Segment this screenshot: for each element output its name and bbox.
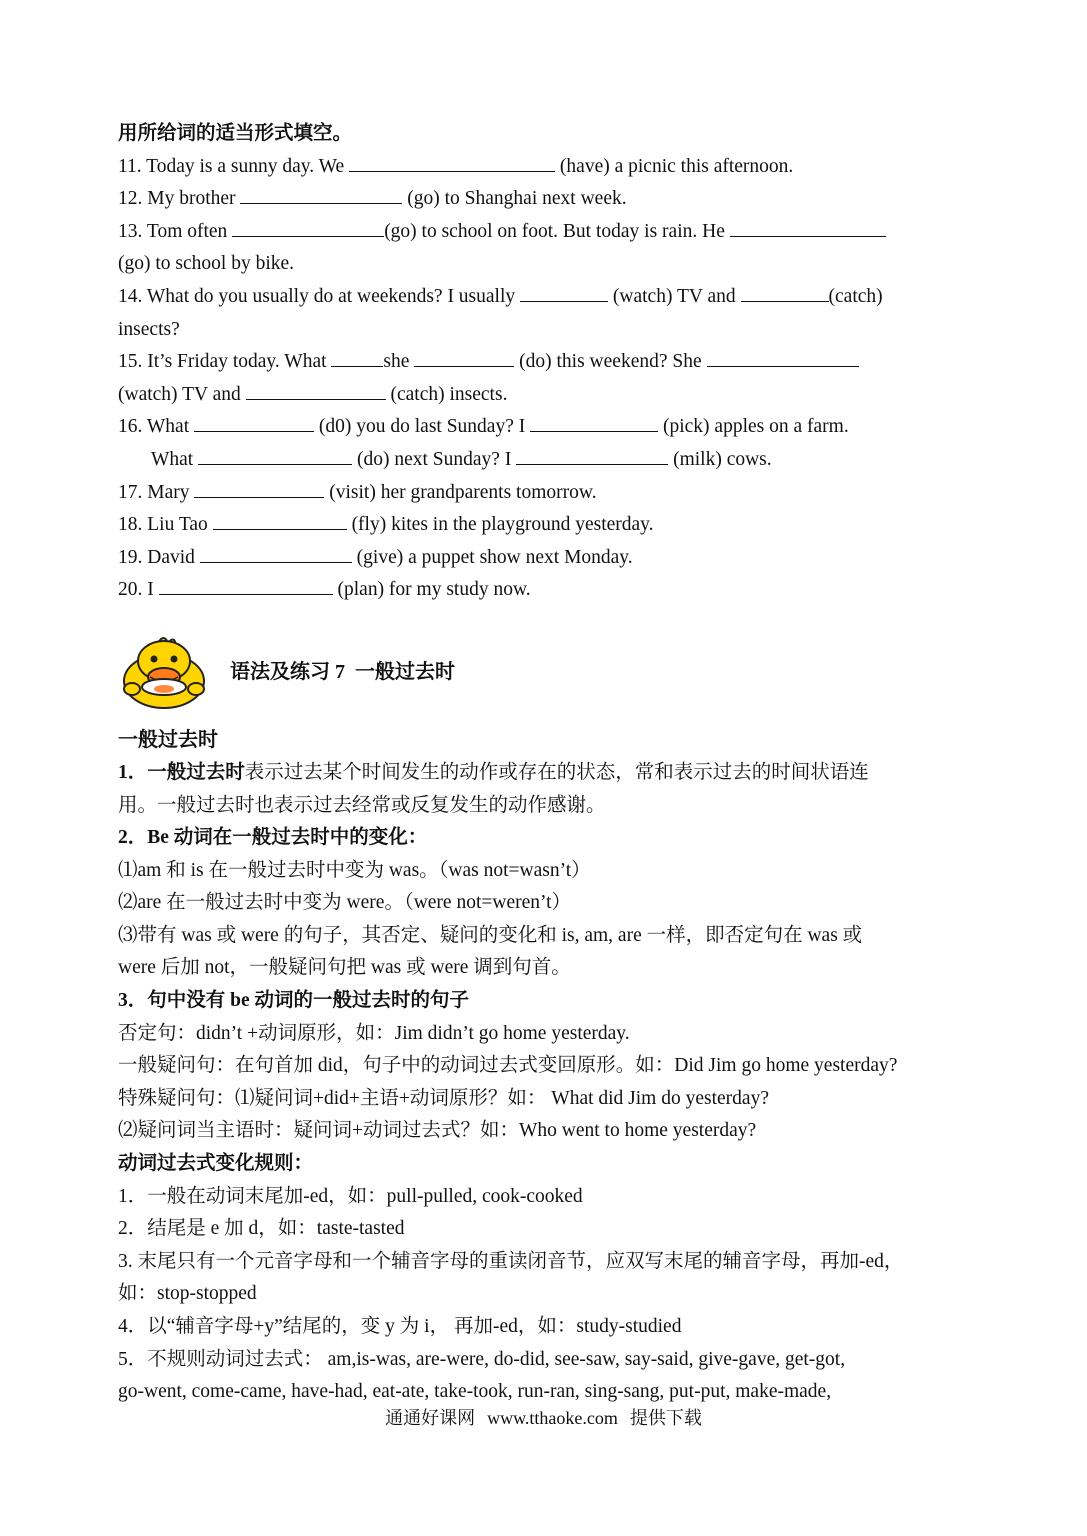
answer-blank[interactable] [331,348,383,367]
grammar-point-2-1: ⑴am 和 is 在一般过去时中变为 was。（was not=wasn’t） [118,859,591,881]
answer-blank[interactable] [414,348,514,367]
exercise-item-17: 17. Mary (visit) her grandparents tomorrow. [118,477,978,510]
exercise-title: 用所给词的适当形式填空。 [118,123,353,144]
answer-blank[interactable] [213,511,347,530]
exercise-item-11: 11. Today is a sunny day. We (have) a picnic this afternoon. [118,151,978,184]
footer-site: 通通好课网 [385,1408,476,1428]
grammar-point-2: 2．Be 动词在一般过去时中的变化： [118,827,428,849]
answer-blank[interactable] [741,283,829,302]
answer-blank[interactable] [198,446,352,465]
grammar-point-3-1: 否定句：didn’t +动词原形，如：Jim didn’t go home yesterday. [118,1022,630,1044]
exercise-item-16-cont: What (do) next Sunday? I (milk) cows. [118,444,978,477]
footer-note: 提供下载 [629,1408,702,1428]
footer-url[interactable]: www.tthaoke.com [487,1408,618,1428]
rules-heading: 动词过去式变化规则： [118,1153,314,1175]
exercise-item-12: 12. My brother (go) to Shanghai next week. [118,183,978,216]
rule-2: 2．结尾是 e 加 d，如：taste-tasted [118,1218,405,1240]
rule-3-cont: 如：stop-stopped [118,1283,257,1305]
grammar-point-3-4: ⑵疑问词当主语时：疑问词+动词过去式？如：Who went to home yesterday? [118,1120,757,1142]
exercise-item-13: 13. Tom often (go) to school on foot. But today is rain. He [118,216,978,249]
grammar-heading: 一般过去时 [118,728,218,751]
rule-3: 3. 末尾只有一个元音字母和一个辅音字母的重读闭音节，应双写末尾的辅音字母，再加-ed， [118,1250,904,1272]
exercise-item-18: 18. Liu Tao (fly) kites in the playground yesterday. [118,509,978,542]
exercise-item-16: 16. What (d0) you do last Sunday? I (pick) apples on a farm. [118,411,978,444]
answer-blank[interactable] [730,218,886,237]
grammar-point-1-cont: 用。一般过去时也表示过去经常或反复发生的动作感谢。 [118,794,606,816]
answer-blank[interactable] [159,576,333,595]
section-header [118,631,978,723]
answer-blank[interactable] [194,479,324,498]
exercise-item-15-cont: (watch) TV and (catch) insects. [118,379,978,412]
grammar-point-2-3: ⑶带有 was 或 were 的句子，其否定、疑问的变化和 is, am, are 一样，即否定句在 was 或 [118,924,863,946]
document-page [118,118,978,1409]
exercise-item-14: 14. What do you usually do at weekends? I usually (watch) TV and (catch) [118,281,978,314]
answer-blank[interactable] [246,381,386,400]
answer-blank[interactable] [520,283,608,302]
exercise-item-20: 20. I (plan) for my study now. [118,574,978,607]
grammar-point-3-3: 特殊疑问句：⑴疑问词+did+主语+动词原形？如： What did Jim do yesterday? [118,1087,769,1109]
exercise-item-14-cont: insects? [118,318,180,340]
answer-blank[interactable] [200,544,352,563]
answer-blank[interactable] [232,218,384,237]
grammar-point-2-2: ⑵are 在一般过去时中变为 were。（were not=weren’t） [118,892,572,914]
rule-5-cont: go-went, come-came, have-had, eat-ate, take-took, run-ran, sing-sang, put-put, make-made, [118,1381,832,1403]
exercise-item-15: 15. It’s Friday today. What she (do) this weekend? She [118,346,978,379]
grammar-point-1: 1．一般过去时表示过去某个时间发生的动作或存在的状态，常和表示过去的时间状语连 [118,761,869,783]
answer-blank[interactable] [530,413,658,432]
answer-blank[interactable] [349,153,555,172]
answer-blank[interactable] [194,413,314,432]
answer-blank[interactable] [240,185,402,204]
rule-4: 4．以“辅音字母+y”结尾的，变 y 为 i， 再加-ed，如：study-studied [118,1316,682,1337]
rule-5: 5．不规则动词过去式： am,is-was, are-were, do-did, see-saw, say-said, give-gave, get-got, [118,1348,846,1370]
answer-blank[interactable] [707,348,859,367]
duck-mascot-icon [118,631,210,711]
exercise-item-13-cont: (go) to school by bike. [118,253,295,275]
exercise-item-19: 19. David (give) a puppet show next Monday. [118,542,978,575]
grammar-point-2-3-cont: were 后加 not，一般疑问句把 was 或 were 调到句首。 [118,957,571,979]
answer-blank[interactable] [516,446,668,465]
section-title: 语法及练习 7 一般过去时 [230,660,455,683]
grammar-point-3: 3．句中没有 be 动词的一般过去时的句子 [118,990,470,1012]
rule-1: 1．一般在动词末尾加-ed，如：pull-pulled, cook-cooked [118,1185,583,1207]
grammar-point-3-2: 一般疑问句：在句首加 did，句子中的动词过去式变回原形。如：Did Jim go home yesterday? [118,1055,898,1077]
page-footer [0,1404,1087,1430]
